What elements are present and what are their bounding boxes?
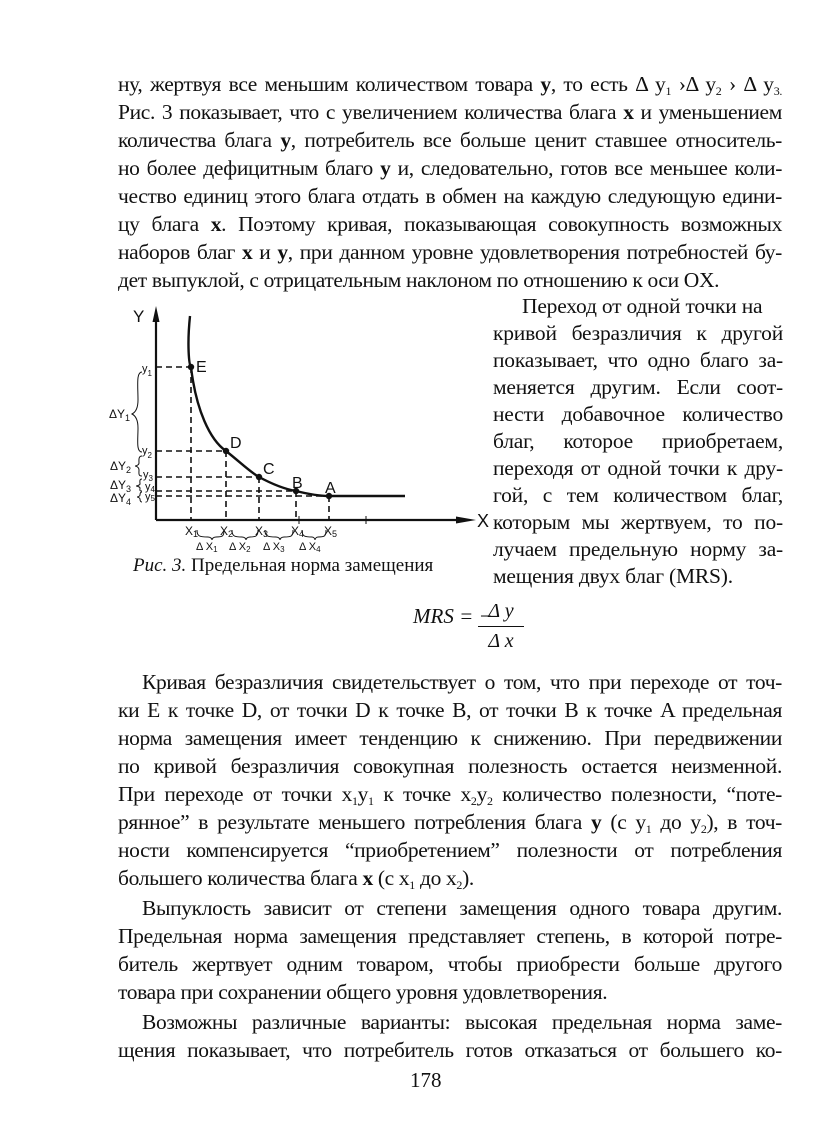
text-line: меняется другим. Если соот- — [493, 375, 783, 399]
text-line: кривой безразличия к другой — [493, 321, 783, 345]
svg-text:X3: X3 — [255, 524, 269, 539]
text-line: ну, жертвуя все меньшим количеством товара y, то есть Δ $y_1$ ›Δ $y_2$ › Δ $y_{3.}$ — [118, 72, 782, 98]
svg-text:y5: y5 — [145, 491, 155, 503]
text-line: лучаем предельную норму за- — [493, 537, 783, 561]
text-line: Возможны различные варианты: высокая предельная норма заме- — [142, 1010, 782, 1034]
svg-text:y1: $y_1$ — [142, 363, 152, 378]
text-line: ки E к точке D, от точки D к точке B, от точки B к точке A предельная — [118, 698, 782, 722]
svg-text:ΔY1: $\Delta Y_1$ — [109, 407, 131, 423]
svg-text:Δ X2: Δ X2 — [229, 541, 251, 554]
fraction-bar — [478, 626, 524, 627]
text-line: дет выпуклой, с отрицательным наклоном по отношению к оси OX. — [118, 268, 720, 292]
text-line: большего количества блага x (с $x_1$ до $x_2$). — [118, 866, 474, 892]
text-line: щения показывает, что потребитель готов отказаться от большего ко- — [118, 1038, 782, 1062]
formula-lhs: MRS = − — [413, 604, 493, 628]
text-line: которым мы жертвуем, то по- — [493, 510, 783, 534]
text-line: гой, с тем количеством благ, — [493, 483, 783, 507]
text-line: Рис. 3 показывает, что с увеличением количества блага x и уменьшением — [118, 100, 782, 124]
svg-text:X5: X5 — [324, 524, 338, 539]
svg-text:E: E — [196, 359, 207, 376]
formula-fraction — [478, 600, 524, 653]
svg-text:C: C — [263, 461, 275, 478]
svg-text:y4: y4 — [145, 481, 155, 494]
text-line: чество единиц этого блага отдать в обмен на каждую следующую едини- — [118, 184, 782, 208]
text-line: Выпуклость зависит от степени замещения одного товара другим. — [142, 896, 782, 920]
figure-caption: Рис. 3. Предельная норма замещения — [133, 555, 434, 576]
text-line: количества блага y, потребитель все больше ценит ставшее относитель- — [118, 128, 782, 152]
svg-text:Δ X4: Δ X4 — [299, 541, 321, 554]
text-line: по кривой безразличия совокупная полезность остается неизменной. — [118, 754, 782, 778]
text-line: мещения двух благ (MRS). — [493, 564, 733, 588]
svg-text:X: X — [477, 511, 490, 531]
text-line: цу блага x. Поэтому кривая, показывающая совокупность возможных — [118, 212, 782, 236]
svg-text:ΔY3: $\Delta Y_3$ — [110, 478, 132, 494]
text-line: Переход от одной точки на — [522, 294, 763, 318]
text-line: норма замещения имеет тенденцию к снижению. При передвижении — [118, 726, 782, 750]
svg-text:Δ X3: Δ X3 — [263, 541, 285, 554]
svg-text:Δ X1: Δ X1 — [196, 541, 218, 554]
text-line: переходя от одной точки к дру- — [493, 456, 783, 480]
text-line: ности компенсируется “приобретением” полезности от потребления — [118, 838, 782, 862]
text-line: битель жертвует одним товаром, чтобы приобрести больше другого — [118, 952, 782, 976]
text-line: показывает, что одно благо за- — [493, 348, 783, 372]
indifference-curve — [188, 316, 405, 496]
svg-text:ΔY2: $\Delta Y_2$ — [110, 459, 132, 475]
text-line: наборов благ x и y, при данном уровне удовлетворения потребностей бу- — [118, 240, 782, 264]
text-line: Предельная норма замещения представляет степень, в которой потре- — [118, 924, 782, 948]
svg-text:Y: Y — [133, 307, 145, 326]
svg-text:X4: X4 — [291, 524, 305, 539]
svg-text:y3: $y_3$ — [143, 469, 153, 483]
text-line: товара при сохранении общего уровня удовлетворения. — [118, 980, 608, 1004]
text-line: но более дефицитным благо y и, следовательно, готов все меньшее коли- — [118, 156, 783, 180]
svg-text:X1: X1 — [185, 524, 199, 539]
svg-text:ΔY4: $\Delta Y_4$ — [110, 491, 132, 507]
text-line: При переходе от точки $x_1y_1$ к точке $x_2y_2$ количество полезности, “поте- — [118, 782, 782, 808]
formula-denominator: Δ x — [488, 630, 514, 652]
svg-text:D: D — [230, 435, 242, 452]
chart-svg — [100, 295, 490, 585]
page-number: 178 — [410, 1068, 442, 1092]
svg-text:B: B — [292, 475, 303, 492]
formula-numerator: Δ y — [488, 600, 514, 622]
text-line: Кривая безразличия свидетельствует о том, что при переходе от точ- — [142, 670, 782, 694]
svg-text:X2: X2 — [220, 524, 234, 539]
text-line: нести добавочное количество — [493, 402, 783, 426]
indifference-curve-figure — [100, 295, 490, 585]
text-line: рянное” в результате меньшего потребления блага y (с $y_1$ до $y_2$), в точ- — [118, 810, 782, 836]
svg-text:y2: $y_2$ — [142, 445, 152, 460]
svg-text:A: A — [325, 480, 336, 497]
text-line: благ, которое приобретаем, — [493, 429, 783, 453]
